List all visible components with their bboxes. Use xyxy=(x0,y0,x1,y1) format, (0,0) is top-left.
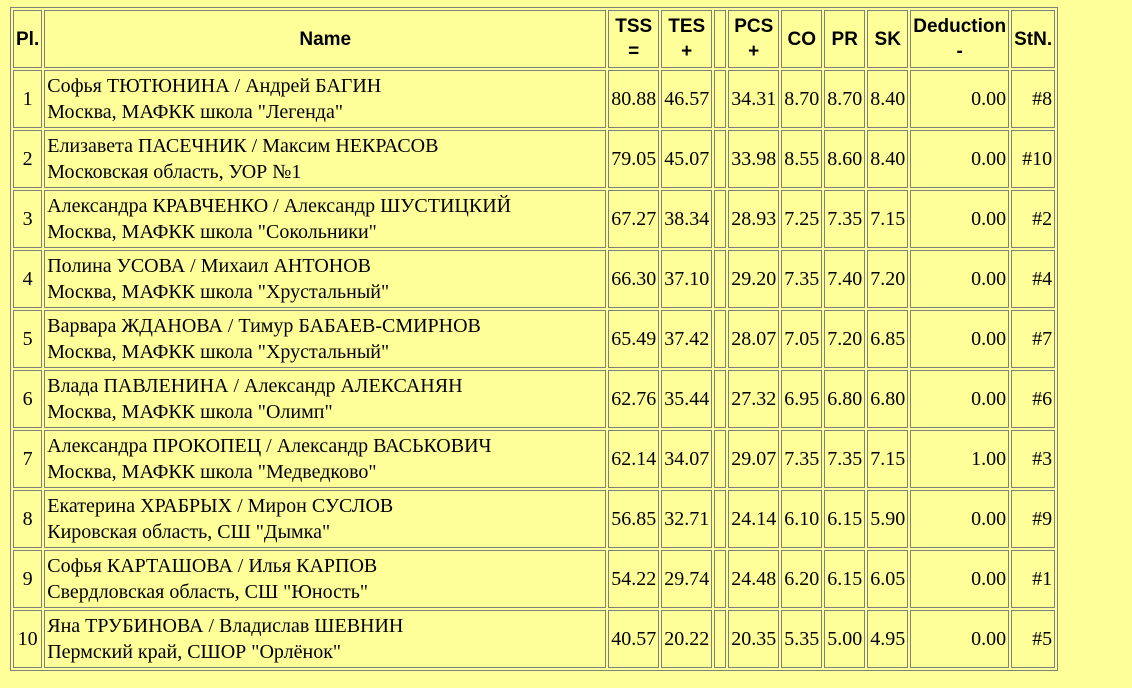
table-row xyxy=(13,610,1055,668)
start-number-cell: #2 xyxy=(1011,190,1055,248)
gap-cell xyxy=(714,610,726,668)
place-cell: 8 xyxy=(13,490,42,548)
tss-cell: 67.27 xyxy=(608,190,659,248)
tss-cell: 79.05 xyxy=(608,130,659,188)
pcs-cell: 20.35 xyxy=(728,610,779,668)
table-row xyxy=(13,310,1055,368)
sk-cell: 6.85 xyxy=(867,310,908,368)
tss-cell: 62.14 xyxy=(608,430,659,488)
deduction-cell: 0.00 xyxy=(910,250,1009,308)
team-club: Москва, МАФКК школа "Хрустальный" xyxy=(47,281,390,303)
deduction-cell: 0.00 xyxy=(910,370,1009,428)
pr-cell: 6.80 xyxy=(824,370,865,428)
sk-cell: 4.95 xyxy=(867,610,908,668)
col-header-tss: TSS = xyxy=(608,10,659,68)
gap-cell xyxy=(714,130,726,188)
pr-cell: 8.60 xyxy=(824,130,865,188)
tss-cell: 56.85 xyxy=(608,490,659,548)
tes-cell: 46.57 xyxy=(661,70,712,128)
team-names: Варвара ЖДАНОВА / Тимур БАБАЕВ-СМИРНОВ xyxy=(47,315,481,337)
pcs-cell: 29.07 xyxy=(728,430,779,488)
deduction-cell: 0.00 xyxy=(910,310,1009,368)
col-header-tes: TES + xyxy=(661,10,712,68)
sk-cell: 8.40 xyxy=(867,70,908,128)
place-cell: 6 xyxy=(13,370,42,428)
co-cell: 6.20 xyxy=(781,550,822,608)
col-header-sk: SK xyxy=(867,10,908,68)
gap-cell xyxy=(714,70,726,128)
team-names: Елизавета ПАСЕЧНИК / Максим НЕКРАСОВ xyxy=(47,135,439,157)
pr-cell: 7.35 xyxy=(824,430,865,488)
results-body xyxy=(13,70,1055,668)
team-names: Софья КАРТАШОВА / Илья КАРПОВ xyxy=(47,555,378,577)
col-header-pr: PR xyxy=(824,10,865,68)
gap-cell xyxy=(714,490,726,548)
start-number-cell: #1 xyxy=(1011,550,1055,608)
co-cell: 7.05 xyxy=(781,310,822,368)
team-names: Яна ТРУБИНОВА / Владислав ШЕВНИН xyxy=(47,615,404,637)
start-number-cell: #6 xyxy=(1011,370,1055,428)
tes-cell: 35.44 xyxy=(661,370,712,428)
start-number-cell: #7 xyxy=(1011,310,1055,368)
place-cell: 5 xyxy=(13,310,42,368)
team-club: Пермский край, СШОР "Орлёнок" xyxy=(47,641,342,663)
team-names: Александра КРАВЧЕНКО / Александр ШУСТИЦКИЙ xyxy=(47,195,512,217)
team-cell xyxy=(44,550,606,608)
table-row xyxy=(13,130,1055,188)
team-club: Кировская область, СШ "Дымка" xyxy=(47,521,331,543)
team-cell xyxy=(44,130,606,188)
pr-cell: 7.35 xyxy=(824,190,865,248)
tes-cell: 32.71 xyxy=(661,490,712,548)
gap-cell xyxy=(714,190,726,248)
sk-cell: 8.40 xyxy=(867,130,908,188)
gap-cell xyxy=(714,430,726,488)
co-cell: 6.10 xyxy=(781,490,822,548)
team-club: Москва, МАФКК школа "Сокольники" xyxy=(47,221,377,243)
team-names: Александра ПРОКОПЕЦ / Александр ВАСЬКОВИЧ xyxy=(47,435,492,457)
col-header-co: CO xyxy=(781,10,822,68)
team-names: Софья ТЮТЮНИНА / Андрей БАГИН xyxy=(47,75,382,97)
pcs-cell: 34.31 xyxy=(728,70,779,128)
table-row xyxy=(13,430,1055,488)
sk-cell: 7.15 xyxy=(867,190,908,248)
team-club: Москва, МАФКК школа "Олимп" xyxy=(47,401,333,423)
tes-cell: 37.42 xyxy=(661,310,712,368)
start-number-cell: #3 xyxy=(1011,430,1055,488)
deduction-cell: 0.00 xyxy=(910,190,1009,248)
tes-cell: 37.10 xyxy=(661,250,712,308)
header-row xyxy=(13,10,1055,68)
team-names: Екатерина ХРАБРЫХ / Мирон СУСЛОВ xyxy=(47,495,394,517)
col-header-gap xyxy=(714,10,726,68)
tss-cell: 40.57 xyxy=(608,610,659,668)
start-number-cell: #4 xyxy=(1011,250,1055,308)
sk-cell: 7.20 xyxy=(867,250,908,308)
co-cell: 7.35 xyxy=(781,250,822,308)
co-cell: 8.70 xyxy=(781,70,822,128)
co-cell: 5.35 xyxy=(781,610,822,668)
team-cell xyxy=(44,190,606,248)
deduction-cell: 0.00 xyxy=(910,70,1009,128)
deduction-cell: 0.00 xyxy=(910,490,1009,548)
pr-cell: 6.15 xyxy=(824,550,865,608)
pcs-cell: 24.48 xyxy=(728,550,779,608)
team-club: Москва, МАФКК школа "Медведково" xyxy=(47,461,377,483)
col-header-name: Name xyxy=(44,10,606,68)
place-cell: 4 xyxy=(13,250,42,308)
tss-cell: 54.22 xyxy=(608,550,659,608)
pcs-cell: 29.20 xyxy=(728,250,779,308)
team-cell xyxy=(44,250,606,308)
tes-cell: 20.22 xyxy=(661,610,712,668)
tes-cell: 29.74 xyxy=(661,550,712,608)
co-cell: 7.25 xyxy=(781,190,822,248)
pcs-cell: 33.98 xyxy=(728,130,779,188)
results-table xyxy=(10,7,1058,671)
team-cell xyxy=(44,70,606,128)
co-cell: 6.95 xyxy=(781,370,822,428)
start-number-cell: #9 xyxy=(1011,490,1055,548)
table-row xyxy=(13,490,1055,548)
team-names: Влада ПАВЛЕНИНА / Александр АЛЕКСАНЯН xyxy=(47,375,463,397)
table-row xyxy=(13,550,1055,608)
tss-cell: 80.88 xyxy=(608,70,659,128)
tss-cell: 66.30 xyxy=(608,250,659,308)
sk-cell: 6.80 xyxy=(867,370,908,428)
gap-cell xyxy=(714,310,726,368)
deduction-cell: 0.00 xyxy=(910,610,1009,668)
start-number-cell: #8 xyxy=(1011,70,1055,128)
sk-cell: 7.15 xyxy=(867,430,908,488)
team-cell xyxy=(44,370,606,428)
team-club: Москва, МАФКК школа "Легенда" xyxy=(47,101,344,123)
team-cell xyxy=(44,310,606,368)
col-header-pcs: PCS + xyxy=(728,10,779,68)
table-row xyxy=(13,190,1055,248)
pr-cell: 7.40 xyxy=(824,250,865,308)
col-header-start-number: StN. xyxy=(1011,10,1055,68)
team-cell xyxy=(44,430,606,488)
gap-cell xyxy=(714,250,726,308)
tss-cell: 62.76 xyxy=(608,370,659,428)
table-row xyxy=(13,370,1055,428)
pr-cell: 7.20 xyxy=(824,310,865,368)
pr-cell: 6.15 xyxy=(824,490,865,548)
table-row xyxy=(13,70,1055,128)
deduction-cell: 0.00 xyxy=(910,130,1009,188)
deduction-cell: 1.00 xyxy=(910,430,1009,488)
team-club: Москва, МАФКК школа "Хрустальный" xyxy=(47,341,390,363)
pcs-cell: 28.07 xyxy=(728,310,779,368)
tes-cell: 38.34 xyxy=(661,190,712,248)
sk-cell: 6.05 xyxy=(867,550,908,608)
tes-cell: 45.07 xyxy=(661,130,712,188)
place-cell: 2 xyxy=(13,130,42,188)
pcs-cell: 24.14 xyxy=(728,490,779,548)
team-cell xyxy=(44,610,606,668)
place-cell: 10 xyxy=(13,610,42,668)
start-number-cell: #10 xyxy=(1011,130,1055,188)
gap-cell xyxy=(714,550,726,608)
team-names: Полина УСОВА / Михаил АНТОНОВ xyxy=(47,255,371,277)
place-cell: 3 xyxy=(13,190,42,248)
pr-cell: 5.00 xyxy=(824,610,865,668)
tes-cell: 34.07 xyxy=(661,430,712,488)
place-cell: 9 xyxy=(13,550,42,608)
co-cell: 7.35 xyxy=(781,430,822,488)
col-header-deduction: Deduction - xyxy=(910,10,1009,68)
gap-cell xyxy=(714,370,726,428)
team-cell xyxy=(44,490,606,548)
place-cell: 1 xyxy=(13,70,42,128)
col-header-place: Pl. xyxy=(13,10,42,68)
pcs-cell: 27.32 xyxy=(728,370,779,428)
team-club: Московская область, УОР №1 xyxy=(47,161,302,183)
place-cell: 7 xyxy=(13,430,42,488)
team-club: Свердловская область, СШ "Юность" xyxy=(47,581,368,603)
deduction-cell: 0.00 xyxy=(910,550,1009,608)
tss-cell: 65.49 xyxy=(608,310,659,368)
sk-cell: 5.90 xyxy=(867,490,908,548)
table-row xyxy=(13,250,1055,308)
pr-cell: 8.70 xyxy=(824,70,865,128)
start-number-cell: #5 xyxy=(1011,610,1055,668)
co-cell: 8.55 xyxy=(781,130,822,188)
pcs-cell: 28.93 xyxy=(728,190,779,248)
